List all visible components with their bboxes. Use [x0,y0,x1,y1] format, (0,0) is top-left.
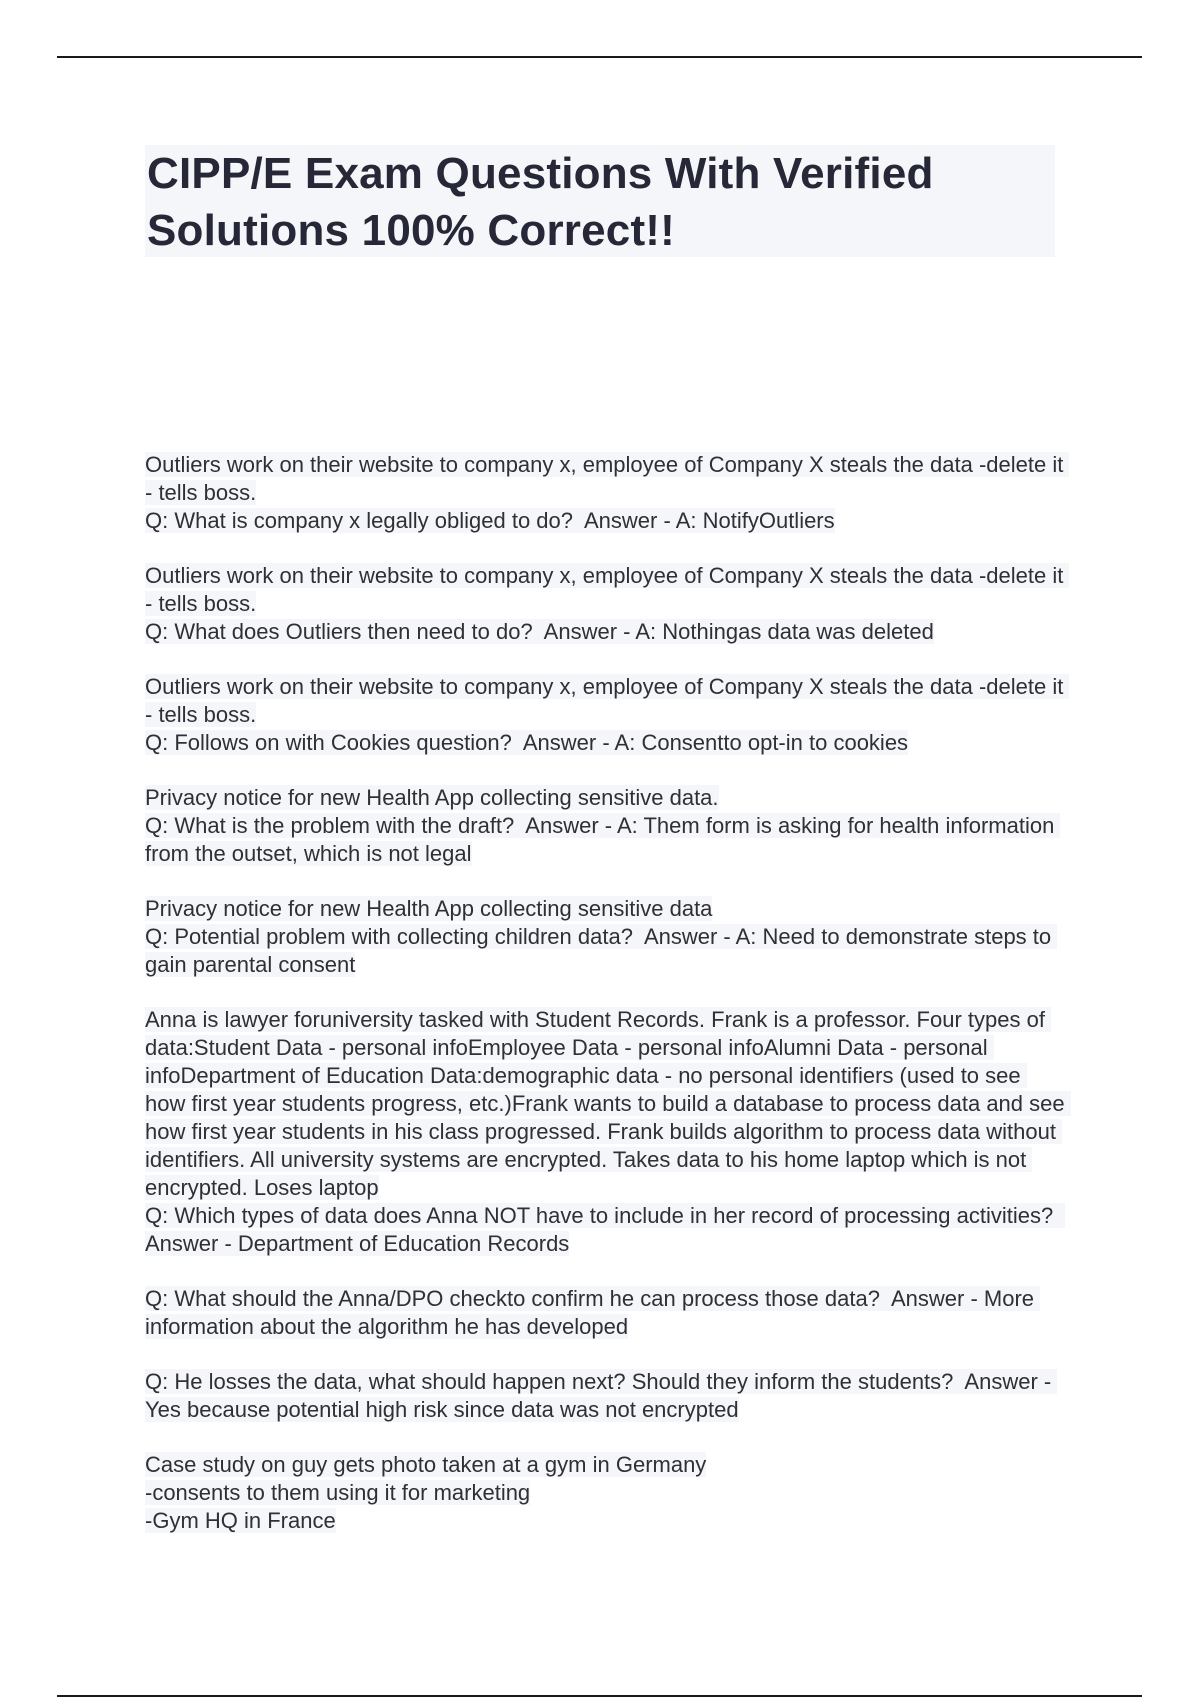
question-answer: Q: What is the problem with the draft? Answer - A: Them form is asking for health information from the outset, which is not legal [145,813,1061,866]
qa-entry [145,784,1065,868]
qa-entry [145,562,1070,646]
qa-entry [145,1285,1065,1341]
question-context: Privacy notice for new Health App collecting sensitive data. [145,785,719,810]
question-context: Outliers work on their website to company x, employee of Company X steals the data -delete it - tells boss. [145,563,1070,616]
question-context: Anna is lawyer foruniversity tasked with Student Records. Frank is a professor. Four types of data:Student Data - personal infoEmployee Data - personal infoAlumni Data - personal infoDepartment of Education Data:demographic data - no personal identifiers (used to see how first year students progress, etc.)Frank wants to build a database to process data and see how first year students in his class progressed. Frank builds algorithm to process data without identifiers. All university systems are encrypted. Takes data to his home laptop which is not encrypted. Loses laptop [145,1007,1071,1200]
qa-entry [145,673,1070,757]
question-answer: Q: Potential problem with collecting children data? Answer - A: Need to demonstrate steps to gain parental consent [145,924,1058,977]
qa-entry [145,895,1065,979]
bottom-rule [57,1695,1142,1697]
page-title: CIPP/E Exam Questions With Verified Solutions 100% Correct!! [147,149,934,255]
question-answer: Q: He losses the data, what should happen next? Should they inform the students? Answer - Yes because potential high risk since data was not encrypted [145,1369,1057,1422]
case-study-point: -Gym HQ in France [145,1508,336,1533]
qa-entry [145,451,1070,535]
question-answer: Q: What is company x legally obliged to do? Answer - A: NotifyOutliers [145,508,835,533]
question-context: Outliers work on their website to company x, employee of Company X steals the data -delete it - tells boss. [145,674,1070,727]
qa-entry [145,1451,1065,1535]
question-context: Privacy notice for new Health App collecting sensitive data [145,896,713,921]
question-answer: Q: Which types of data does Anna NOT have to include in her record of processing activities? Answer - Department of Education Records [145,1203,1066,1256]
top-rule [57,56,1142,58]
case-study-point: -consents to them using it for marketing [145,1480,531,1505]
question-answer: Q: What should the Anna/DPO checkto confirm he can process those data? Answer - More information about the algorithm he has developed [145,1286,1041,1339]
question-context: Outliers work on their website to company x, employee of Company X steals the data -delete it - tells boss. [145,452,1070,505]
question-answer: Q: What does Outliers then need to do? Answer - A: Nothingas data was deleted [145,619,934,644]
qa-entry [145,1006,1071,1258]
title-block [145,145,1055,257]
document-body [145,451,1071,1562]
qa-entry [145,1368,1065,1424]
question-answer: Q: Follows on with Cookies question? Answer - A: Consentto opt-in to cookies [145,730,909,755]
case-study-intro: Case study on guy gets photo taken at a gym in Germany [145,1452,707,1477]
